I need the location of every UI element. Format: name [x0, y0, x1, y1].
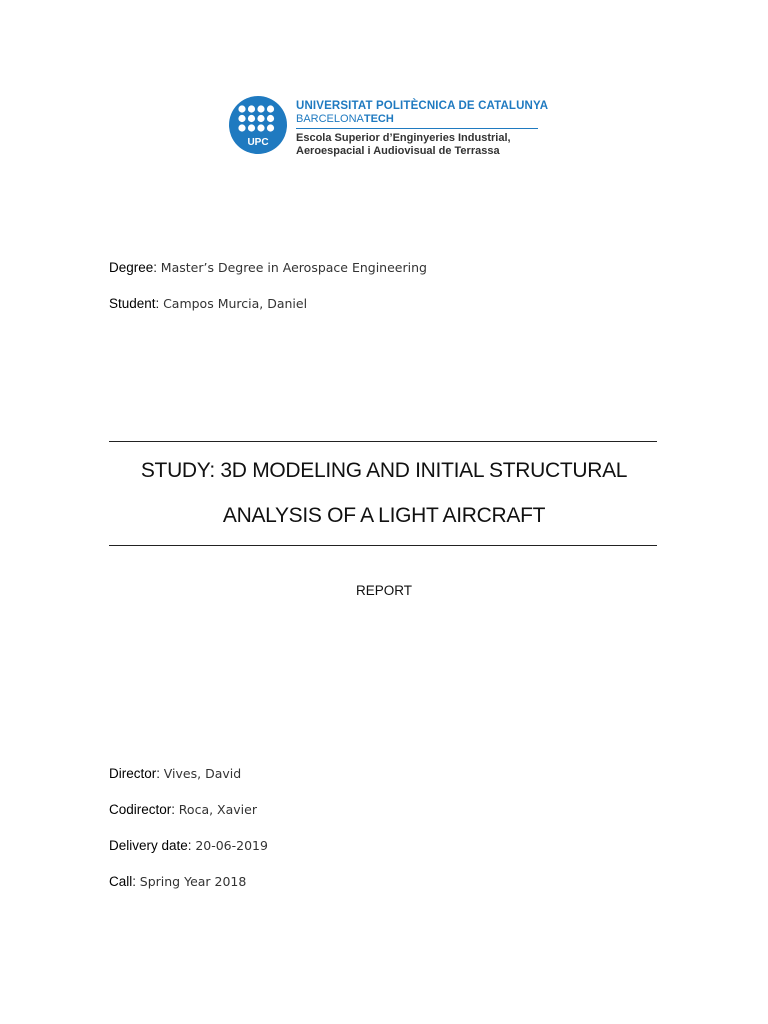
codirector-field: Codirector: Roca, Xavier	[109, 802, 257, 817]
school-name-line2: Aeroespacial i Audiovisual de Terrassa	[296, 144, 500, 157]
call-label: Call	[109, 874, 133, 889]
degree-field: Degree: Master’s Degree in Aerospace Engineering	[109, 260, 427, 275]
student-value: Campos Murcia, Daniel	[163, 296, 308, 311]
document-type: REPORT	[355, 583, 412, 598]
school-name-line1: Escola Superior d’Enginyeries Industrial,	[296, 132, 511, 144]
codirector-label: Codirector	[109, 802, 172, 817]
delivery-date-field: Delivery date: 20-06-2019	[109, 838, 268, 853]
title-top-rule	[109, 441, 657, 442]
campus-prefix: BARCELONA	[296, 113, 364, 125]
upc-seal-icon	[229, 96, 287, 154]
title-line-2: ANALYSIS OF A LIGHT AIRCRAFT	[222, 504, 546, 527]
director-label: Director	[109, 766, 157, 781]
title-bottom-rule	[109, 545, 657, 546]
logo-text	[296, 100, 549, 157]
director-value: Vives, David	[163, 766, 242, 781]
campus-suffix: TECH	[363, 113, 394, 125]
codirector-value: Roca, Xavier	[178, 802, 257, 817]
university-logo	[229, 96, 549, 158]
title-line-1: STUDY: 3D MODELING AND INITIAL STRUCTURAL	[140, 459, 628, 482]
call-field: Call: Spring Year 2018	[109, 874, 247, 889]
student-field: Student: Campos Murcia, Daniel	[109, 296, 308, 311]
logo-divider	[296, 128, 538, 129]
student-label: Student	[109, 296, 156, 311]
call-value: Spring Year 2018	[139, 874, 247, 889]
degree-value: Master’s Degree in Aerospace Engineering	[160, 260, 427, 275]
delivery-date-label: Delivery date	[109, 838, 188, 853]
logo-abbreviation: UPC	[247, 137, 269, 148]
campus-name	[296, 113, 546, 126]
delivery-date-value: 20-06-2019	[195, 838, 268, 853]
director-field: Director: Vives, David	[109, 766, 242, 781]
university-name: UNIVERSITAT POLITÈCNICA DE CATALUNYA	[296, 100, 549, 112]
degree-label: Degree	[109, 260, 154, 275]
